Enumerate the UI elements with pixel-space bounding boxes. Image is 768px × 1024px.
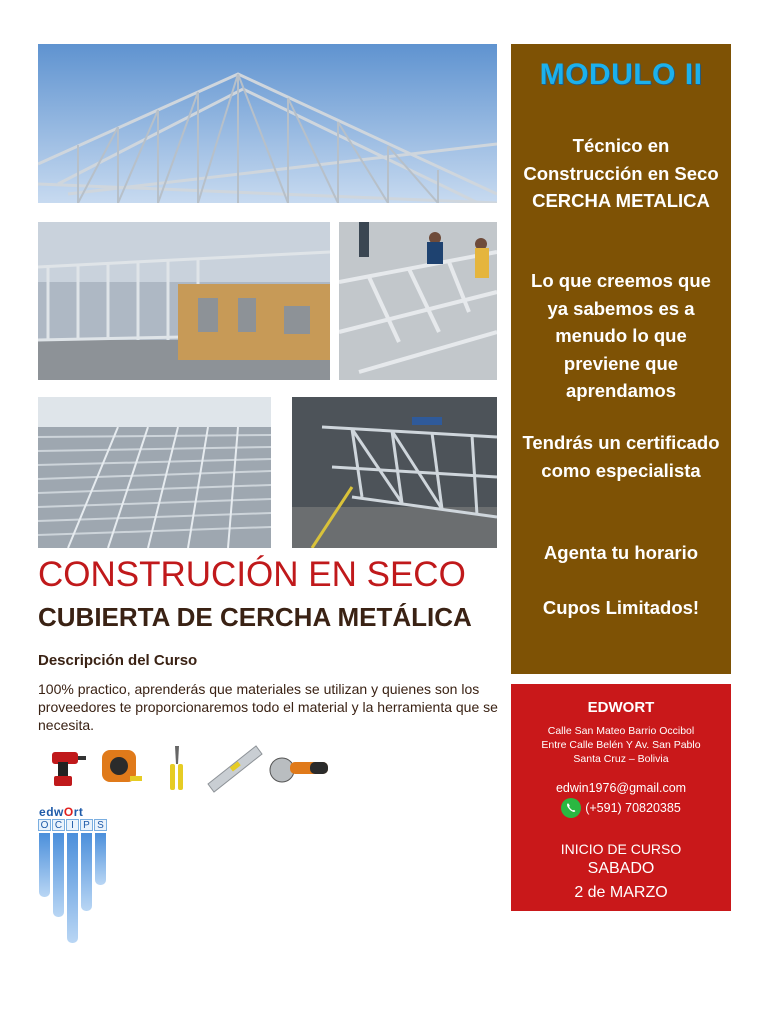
logo-letter-boxes: O C I P S <box>38 819 108 831</box>
address-line-1: Calle San Mateo Barrio Occibol <box>547 725 695 737</box>
logo-wordmark: edwOrt <box>39 805 84 819</box>
factory-trusses-photo <box>292 397 497 548</box>
limited-spots-note: Cupos Limitados! <box>542 597 700 618</box>
email-text: edwin1976@gmail.com <box>555 781 687 795</box>
course-name: Técnico en Construcción en Seco CERCHA METALICA <box>523 135 719 211</box>
whatsapp-icon <box>561 798 581 818</box>
logo-column <box>53 833 64 917</box>
tin-snips-icon <box>165 744 189 792</box>
logo-column <box>95 833 106 885</box>
roof-truss-photo <box>38 44 497 203</box>
logo-column <box>39 833 50 897</box>
course-start-day: SABADO <box>587 860 655 877</box>
course-info-panel <box>511 44 731 674</box>
schedule-note: Agenta tu horario <box>543 542 699 563</box>
logo-column <box>81 833 92 911</box>
certificate-note: Tendrás un certificado como especialista <box>522 432 720 481</box>
edwort-logo <box>38 805 110 945</box>
main-title: CONSTRUCIÓN EN SECO <box>38 555 466 594</box>
course-quote: Lo que creemos que ya sabemos es a menudo lo que previene que aprendamos <box>531 270 711 401</box>
phone-text: (+591) 70820385 <box>585 801 681 815</box>
course-start-label: INICIO DE CURSO <box>560 841 682 857</box>
phone-row <box>511 798 731 818</box>
tape-measure-icon <box>100 748 144 788</box>
roof-purlins-photo <box>38 397 271 548</box>
course-start-date: 2 de MARZO <box>574 884 668 901</box>
company-name: EDWORT <box>587 699 655 716</box>
angle-grinder-icon <box>266 748 336 788</box>
address-line-3: Santa Cruz – Bolivia <box>573 753 669 765</box>
description-body: 100% practico, aprenderás que materiales se utilizan y quienes son los proveedores te proporcionaremos todo el material y la herramienta que se necesita. <box>38 681 498 733</box>
level-icon <box>204 742 264 796</box>
sub-title: CUBIERTA DE CERCHA METÁLICA <box>38 602 472 632</box>
drill-icon <box>48 746 88 788</box>
address-line-2: Entre Calle Belén Y Av. San Pablo <box>541 739 701 751</box>
contact-panel <box>511 684 731 911</box>
description-title: Descripción del Curso <box>38 652 198 669</box>
module-heading: MODULO II <box>539 58 703 91</box>
workers-truss-photo <box>339 222 497 380</box>
logo-column <box>67 833 78 943</box>
wall-framing-photo <box>38 222 330 380</box>
